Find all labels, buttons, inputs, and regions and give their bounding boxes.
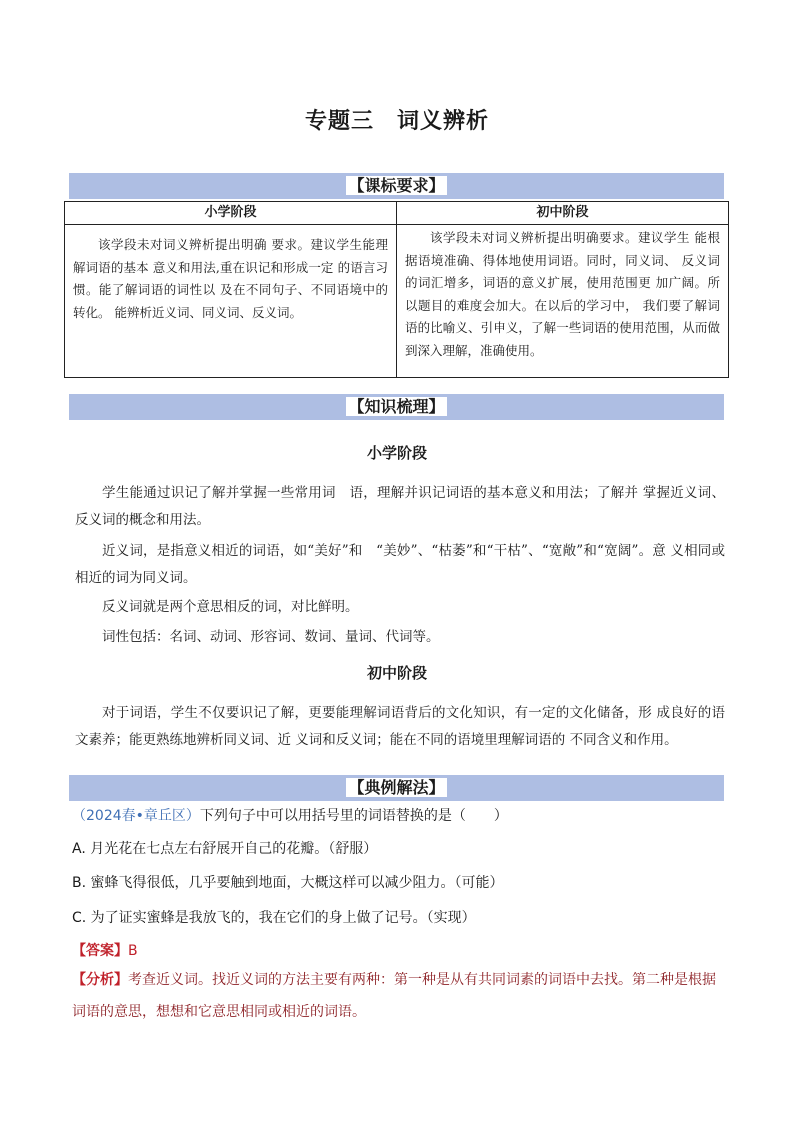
question-source: （2024春•章丘区） <box>72 808 200 824</box>
answer-line <box>72 940 138 960</box>
analysis-text: 考查近义词。找近义词的方法主要有两种：第一种是从有共同词素的词语中去找。第二种是根据词语的意思，想想和它意思相同或相近的词语。 <box>72 972 716 1020</box>
table-cell-middle: 该学段未对词义辨析提出明确要求。建议学生 能根据语境准确、得体地使用词语。同时，同义词、 反义词的词汇增多，词语的意义扩展，使用范围更 加广阔。所以题目的难度会加大。在以后的学习中， 我们要了解词语的比喻义、引申义，了解一些词语的使用范围，从而做到深入理解，准确使用。 <box>405 230 720 358</box>
table-cell-primary: 该学段未对词义辨析提出明确 要求。建议学生能理解词语的基本 意义和用法,重在识记和形成一定 的语言习惯。能了解词语的词性以 及在不同句子、不同语境中的转化。 能辨析近义词、同义词、反义词。 <box>73 237 388 320</box>
table-header-primary: 小学阶段 <box>65 202 396 225</box>
answer-label: 【答案】 <box>72 943 128 959</box>
paragraph-middle: 对于词语，学生不仅要识记了解，更要能理解词语背后的文化知识，有一定的文化储备，形 成良好的语文素养；能更熟练地辨析同义词、近 义词和反义词；能在不同的语境里理解词语的 不同含义和作用。 <box>75 705 725 748</box>
question-text: 下列句子中可以用括号里的词语替换的是（ ） <box>199 808 508 824</box>
option-b: B. 蜜蜂飞得很低，几乎要触到地面，大概这样可以减少阻力。（可能） <box>72 875 504 891</box>
analysis-label: 【分析】 <box>72 972 128 988</box>
paragraph-primary-4: 词性包括：名词、动词、形容词、数词、量词、代词等。 <box>102 629 440 645</box>
section-title-knowledge: 【知识梳理】 <box>348 397 445 416</box>
analysis-block <box>72 964 724 1028</box>
section-band-examples <box>69 775 724 801</box>
paragraph-primary-3: 反义词就是两个意思相反的词，对比鲜明。 <box>102 599 359 615</box>
option-a: A. 月光花在七点左右舒展开自己的花瓣。（舒服） <box>72 841 378 857</box>
heading-middle-stage: 初中阶段 <box>366 664 427 682</box>
section-band-knowledge <box>69 394 724 420</box>
paragraph-primary-1: 学生能通过识记了解并掌握一些常用词 语，理解并识记词语的基本意义和用法；了解并 掌握近义词、反义词的概念和用法。 <box>75 485 725 528</box>
page-title: 专题三 词义辨析 <box>304 109 489 134</box>
paragraph-primary-2: 近义词，是指意义相近的词语，如“美好”和 “美妙”、“枯萎”和“干枯”、“宽敞”和“宽阔”。意 义相同或相近的词为同义词。 <box>75 543 725 586</box>
heading-primary-stage: 小学阶段 <box>366 444 427 462</box>
question-stem <box>72 805 508 825</box>
answer-value: B <box>128 943 138 959</box>
section-band-standards <box>69 173 724 199</box>
standards-table <box>64 201 729 378</box>
section-title-standards: 【课标要求】 <box>348 176 445 195</box>
option-c: C. 为了证实蜜蜂是我放飞的，我在它们的身上做了记号。（实现） <box>72 910 476 926</box>
section-title-examples: 【典例解法】 <box>348 778 445 797</box>
table-header-middle: 初中阶段 <box>397 202 728 225</box>
